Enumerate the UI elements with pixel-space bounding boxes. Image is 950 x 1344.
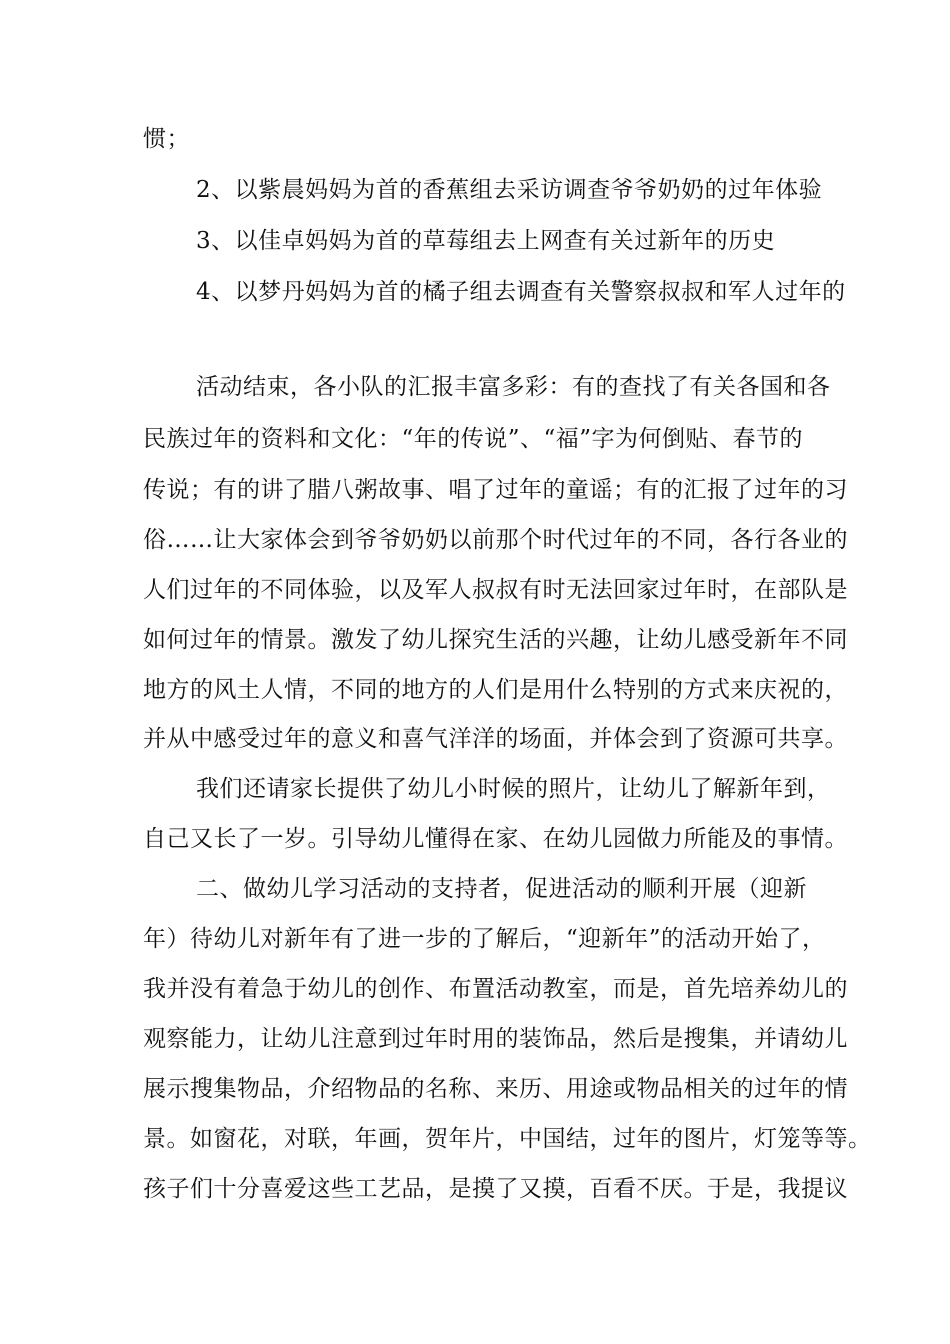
- text-line: 二、做幼儿学习活动的支持者，促进活动的顺利开展（迎新: [196, 876, 807, 902]
- text-line: 景。如窗花，对联，年画，贺年片，中国结，过年的图片，灯笼等等。: [143, 1126, 872, 1152]
- text-line: 我们还请家长提供了幼儿小时候的照片，让幼儿了解新年到，: [196, 776, 831, 802]
- text-line: 2、以紫晨妈妈为首的香蕉组去采访调查爷爷奶奶的过年体验: [196, 177, 823, 203]
- text-line: 年）待幼儿对新年有了进一步的了解后，“迎新年”的活动开始了，: [143, 926, 826, 952]
- text-line: 3、以佳卓妈妈为首的草莓组去上网查有关过新年的历史: [196, 228, 776, 254]
- text-line: 并从中感受过年的意义和喜气洋洋的场面，并体会到了资源可共享。: [143, 726, 848, 752]
- text-line: 活动结束，各小队的汇报丰富多彩：有的查找了有关各国和各: [196, 374, 831, 400]
- text-line: 自己又长了一岁。引导幼儿懂得在家、在幼儿园做力所能及的事情。: [143, 826, 848, 852]
- text-line: 民族过年的资料和文化：“年的传说”、“福”字为何倒贴、春节的: [143, 426, 804, 452]
- text-line: 4、以梦丹妈妈为首的橘子组去调查有关警察叔叔和军人过年的: [196, 279, 846, 305]
- text-line: 如何过年的情景。激发了幼儿探究生活的兴趣，让幼儿感受新年不同: [143, 627, 848, 653]
- text-line: 地方的风土人情，不同的地方的人们是用什么特别的方式来庆祝的，: [143, 677, 848, 703]
- text-line: 人们过年的不同体验，以及军人叔叔有时无法回家过年时，在部队是: [143, 577, 848, 603]
- text-line: 观察能力，让幼儿注意到过年时用的装饰品，然后是搜集，并请幼儿: [143, 1026, 848, 1052]
- text-line: 俗……让大家体会到爷爷奶奶以前那个时代过年的不同，各行各业的: [143, 527, 848, 553]
- text-line: 孩子们十分喜爱这些工艺品，是摸了又摸，百看不厌。于是，我提议: [143, 1176, 848, 1202]
- text-line: 展示搜集物品，介绍物品的名称、来历、用途或物品相关的过年的情: [143, 1076, 848, 1102]
- text-line: 传说；有的讲了腊八粥故事、唱了过年的童谣；有的汇报了过年的习: [143, 477, 848, 503]
- text-line: 惯；: [143, 126, 190, 152]
- text-line: 我并没有着急于幼儿的创作、布置活动教室，而是，首先培养幼儿的: [143, 976, 848, 1002]
